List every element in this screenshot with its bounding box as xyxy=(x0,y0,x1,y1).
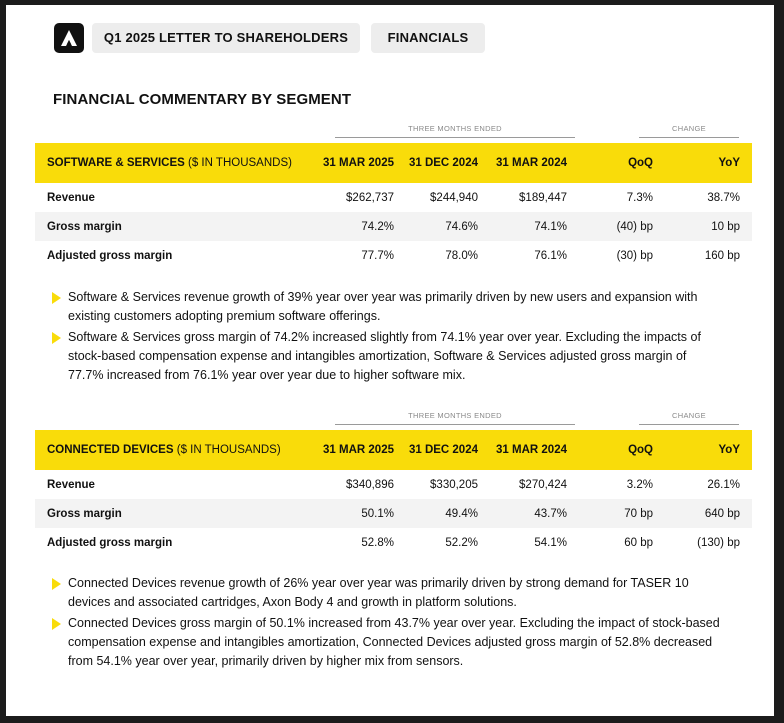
row-label: Adjusted gross margin xyxy=(47,249,173,262)
change-header: CHANGE xyxy=(639,411,739,425)
table-row xyxy=(35,499,752,528)
table-cell: 640 bp xyxy=(665,499,752,528)
commentary-bullet: Connected Devices gross margin of 50.1% increased from 43.7% year over year. Excluding the impact of stock-based compensation expense and intangibles amortization, Connected Devices adjusted gross margin of 52.8% decreased from 54.1% year over year, primarily driven by higher mix from sensors. xyxy=(50,614,720,671)
table-cell: 77.7% xyxy=(361,249,394,262)
column-header: 31 DEC 2024 xyxy=(406,430,490,470)
commentary-bullet: Software & Services revenue growth of 39% year over year was primarily driven by new users and expansion with existing customers adopting premium software offerings. xyxy=(50,288,720,326)
table-cell: $330,205 xyxy=(430,478,478,491)
connected-devices-commentary xyxy=(50,574,720,673)
column-header: YoY xyxy=(665,430,752,470)
table-cell: 26.1% xyxy=(707,478,740,491)
table-cell: 38.7% xyxy=(707,191,740,204)
table-cell: 74.2% xyxy=(315,212,406,241)
table-cell: (40) bp xyxy=(579,212,665,241)
three-months-ended-header: THREE MONTHS ENDED xyxy=(335,411,575,425)
letter-page xyxy=(6,5,774,716)
segment-title: SOFTWARE & SERVICES ($ IN THOUSANDS) xyxy=(35,143,315,183)
table-cell: 43.7% xyxy=(490,499,579,528)
table-header-row xyxy=(35,430,752,470)
three-months-ended-header: THREE MONTHS ENDED xyxy=(335,124,575,138)
segment-title: CONNECTED DEVICES ($ IN THOUSANDS) xyxy=(35,430,315,470)
table-cell: 49.4% xyxy=(406,499,490,528)
table-cell: $189,447 xyxy=(519,191,567,204)
table-cell: 54.1% xyxy=(534,536,567,549)
commentary-bullet: Connected Devices revenue growth of 26% year over year was primarily driven by strong demand for TASER 10 devices and associated cartridges, Axon Body 4 and growth in platform solutions. xyxy=(50,574,720,612)
section-title: FINANCIAL COMMENTARY BY SEGMENT xyxy=(53,91,352,108)
triangle-bullet-icon xyxy=(52,292,61,304)
table-cell: (130) bp xyxy=(697,536,740,549)
table-cell: 3.2% xyxy=(626,478,653,491)
table-cell: 60 bp xyxy=(624,536,653,549)
column-header: QoQ xyxy=(579,143,665,183)
triangle-bullet-icon xyxy=(52,578,61,590)
triangle-bullet-icon xyxy=(52,332,61,344)
table-cell: 160 bp xyxy=(704,249,740,262)
row-label: Gross margin xyxy=(35,499,315,528)
table-header-row xyxy=(35,143,752,183)
software-services-table xyxy=(35,143,752,270)
column-header: 31 MAR 2025 xyxy=(315,430,406,470)
table-cell: 76.1% xyxy=(534,249,567,262)
table-row xyxy=(35,241,752,270)
table-row xyxy=(35,470,752,499)
software-services-commentary xyxy=(50,288,720,387)
table-row xyxy=(35,528,752,557)
column-header: 31 DEC 2024 xyxy=(406,143,490,183)
table-cell: (30) bp xyxy=(616,249,653,262)
column-header: 31 MAR 2024 xyxy=(490,143,579,183)
connected-devices-table xyxy=(35,430,752,557)
table-row xyxy=(35,212,752,241)
table-cell: 52.2% xyxy=(445,536,478,549)
financials-tab[interactable]: FINANCIALS xyxy=(371,23,485,53)
commentary-bullet: Software & Services gross margin of 74.2% increased slightly from 74.1% year over year. Excluding the impacts of stock-based compensation expense and intangibles amortization, Software & Services adjusted gross margin of 77.7% increased from 76.1% year over year due to higher software mix. xyxy=(50,328,720,385)
column-header: YoY xyxy=(665,143,752,183)
row-label: Revenue xyxy=(47,191,95,204)
table-cell: 52.8% xyxy=(361,536,394,549)
table-cell: $270,424 xyxy=(519,478,567,491)
row-label: Gross margin xyxy=(35,212,315,241)
table-cell: $244,940 xyxy=(430,191,478,204)
table-cell: $340,896 xyxy=(346,478,394,491)
axon-logo-icon[interactable] xyxy=(54,23,84,53)
table-cell: 10 bp xyxy=(665,212,752,241)
table-cell: $262,737 xyxy=(346,191,394,204)
table-cell: 78.0% xyxy=(445,249,478,262)
row-label: Revenue xyxy=(47,478,95,491)
table-cell: 50.1% xyxy=(315,499,406,528)
column-header: QoQ xyxy=(579,430,665,470)
letter-to-shareholders-tab[interactable]: Q1 2025 LETTER TO SHAREHOLDERS xyxy=(92,23,360,53)
table-cell: 7.3% xyxy=(626,191,653,204)
column-header: 31 MAR 2024 xyxy=(490,430,579,470)
change-header: CHANGE xyxy=(639,124,739,138)
column-header: 31 MAR 2025 xyxy=(315,143,406,183)
triangle-bullet-icon xyxy=(52,618,61,630)
row-label: Adjusted gross margin xyxy=(47,536,173,549)
table-cell: 70 bp xyxy=(579,499,665,528)
table-cell: 74.1% xyxy=(490,212,579,241)
table-cell: 74.6% xyxy=(406,212,490,241)
table-row xyxy=(35,183,752,212)
